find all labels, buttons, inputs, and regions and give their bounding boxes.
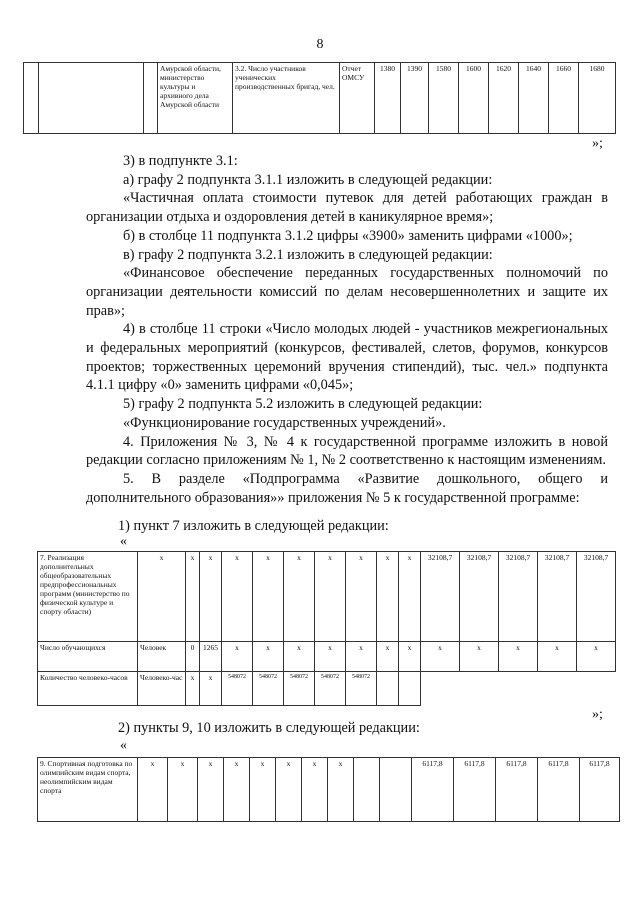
table-cell: 548072 (222, 672, 253, 706)
table-cell: 6117,8 (538, 758, 580, 822)
table-cell: x (328, 758, 354, 822)
table-cell: x (284, 552, 315, 642)
paragraph: 5. В разделе «Подпрограмма «Развитие дошкольного, общего и дополнительного образования»» приложения № 5 к государственной программе: (86, 470, 608, 506)
table-cell: 1580 (429, 63, 459, 134)
paragraph: 4) в столбце 11 строки «Число молодых людей - участников межрегиональных и федеральных мероприятий (конкурсов, фестивалей, слетов, форумов, конкурсов проектов; торжественных церемоний вручения стипендий), тыс. чел.» подпункта 4.1.1 цифру «0» заменить цифрами «0,045»; (86, 321, 608, 394)
table-row (38, 642, 616, 672)
paragraph: а) графу 2 подпункта 3.1.1 изложить в следующей редакции: (123, 171, 493, 188)
table-cell: 9. Спортивная подготовка по олимпийским видам спорта, неолимпийским видам спорта (38, 758, 138, 822)
body-text-block (86, 152, 608, 507)
table-row (38, 552, 616, 642)
table-cell: 1640 (519, 63, 549, 134)
paragraph: «Финансовое обеспечение переданных государственных полномочий по организации деятельности комиссий по делам несовершеннолетних и защите их прав»; (86, 265, 608, 319)
opening-quote: « (120, 534, 127, 549)
table-cell: x (138, 758, 168, 822)
table-cell: x (460, 642, 499, 672)
table-cell (377, 672, 399, 706)
table-row (38, 672, 616, 706)
table-item-7 (37, 551, 616, 706)
page-number: 8 (316, 37, 324, 52)
table-cell: Количество человеко-часов (38, 672, 138, 706)
table-cell (24, 63, 39, 134)
list-item: 1) пункт 7 изложить в следующей редакции: (118, 518, 389, 534)
table-cell: 32108,7 (538, 552, 577, 642)
table-cell: Человеко-час (138, 672, 186, 706)
table-cell: x (284, 642, 315, 672)
paragraph: б) в столбце 11 подпункта 3.1.2 цифры «3900» заменить цифрами «1000»; (123, 227, 573, 244)
table-cell: 7. Реализация дополнительных общеобразовательных предпрофессиональных программ (министерство по физической культуре и спорту области) (38, 552, 138, 642)
paragraph: 4. Приложения № 3, № 4 к государственной программе изложить в новой редакции согласно приложениям № 1, № 2 соответственно к настоящим изменениям. (86, 433, 608, 469)
paragraph: «Частичная оплата стоимости путевок для детей работающих граждан в организации отдыха и оздоровления детей в каникулярное время»; (86, 190, 608, 226)
table-cell: 1265 (200, 642, 222, 672)
table-item-9 (37, 757, 620, 822)
table-cell (421, 672, 460, 706)
table-cell: 32108,7 (460, 552, 499, 642)
paragraph: 5) графу 2 подпункта 5.2 изложить в следующей редакции: (123, 396, 483, 413)
table-cell (577, 672, 616, 706)
table-cell: 6117,8 (454, 758, 496, 822)
table-cell: 548072 (315, 672, 346, 706)
table-cell: x (377, 552, 399, 642)
table-cell (460, 672, 499, 706)
table-cell: x (315, 642, 346, 672)
table-cell: x (421, 642, 460, 672)
table-row (24, 63, 616, 134)
table-cell: x (186, 552, 200, 642)
table-cell (538, 672, 577, 706)
table-cell: x (399, 642, 421, 672)
table-cell: 0 (186, 642, 200, 672)
table-cell: x (346, 642, 377, 672)
table-cell: 32108,7 (577, 552, 616, 642)
table-fragment-top (23, 62, 616, 134)
table-cell: 1390 (401, 63, 429, 134)
closing-quote: »; (592, 136, 603, 151)
table-cell: x (200, 552, 222, 642)
table-cell: Человек (138, 642, 186, 672)
table-cell: Амурской области, министерство культуры и архивного дела Амурской области (158, 63, 233, 134)
list-item: 2) пункты 9, 10 изложить в следующей редакции: (118, 720, 420, 736)
table-cell: x (538, 642, 577, 672)
table-cell: x (250, 758, 276, 822)
table-cell: 548072 (346, 672, 377, 706)
table-cell: 1660 (549, 63, 579, 134)
table-cell: 3.2. Число участников ученических производственных бригад, чел. (233, 63, 340, 134)
table-cell: x (399, 552, 421, 642)
table-cell: x (222, 552, 253, 642)
paragraph: в) графу 2 подпункта 3.2.1 изложить в следующей редакции: (123, 246, 493, 263)
table-cell: 548072 (284, 672, 315, 706)
paragraph: «Функционирование государственных учреждений». (123, 414, 446, 431)
table-cell: x (224, 758, 250, 822)
table-cell (144, 63, 158, 134)
opening-quote: « (120, 738, 127, 753)
paragraph: 3) в подпункте 3.1: (123, 153, 238, 169)
table-cell: 6117,8 (412, 758, 454, 822)
table-cell: x (253, 642, 284, 672)
table-cell (499, 672, 538, 706)
table-cell (354, 758, 380, 822)
table-cell: 1600 (459, 63, 489, 134)
table-cell: 32108,7 (421, 552, 460, 642)
table-cell (399, 672, 421, 706)
table-cell: 1380 (375, 63, 401, 134)
table-cell: x (253, 552, 284, 642)
table-cell: x (302, 758, 328, 822)
table-cell: x (346, 552, 377, 642)
table-cell: x (276, 758, 302, 822)
table-cell: 32108,7 (499, 552, 538, 642)
table-cell: x (577, 642, 616, 672)
table-cell: 6117,8 (580, 758, 620, 822)
closing-quote: »; (592, 707, 603, 722)
table-cell: x (315, 552, 346, 642)
table-cell: x (168, 758, 198, 822)
table-cell (380, 758, 412, 822)
table-cell: x (200, 672, 222, 706)
table-cell: x (138, 552, 186, 642)
table-cell: x (198, 758, 224, 822)
table-cell: x (377, 642, 399, 672)
table-cell: x (186, 672, 200, 706)
table-cell: 1680 (579, 63, 616, 134)
table-row (38, 758, 620, 822)
table-cell: Число обучающихся (38, 642, 138, 672)
table-cell: 548072 (253, 672, 284, 706)
table-cell: x (222, 642, 253, 672)
table-cell (39, 63, 144, 134)
table-cell: Отчет ОМСУ (340, 63, 375, 134)
table-cell: x (499, 642, 538, 672)
table-cell: 6117,8 (496, 758, 538, 822)
table-cell: 1620 (489, 63, 519, 134)
